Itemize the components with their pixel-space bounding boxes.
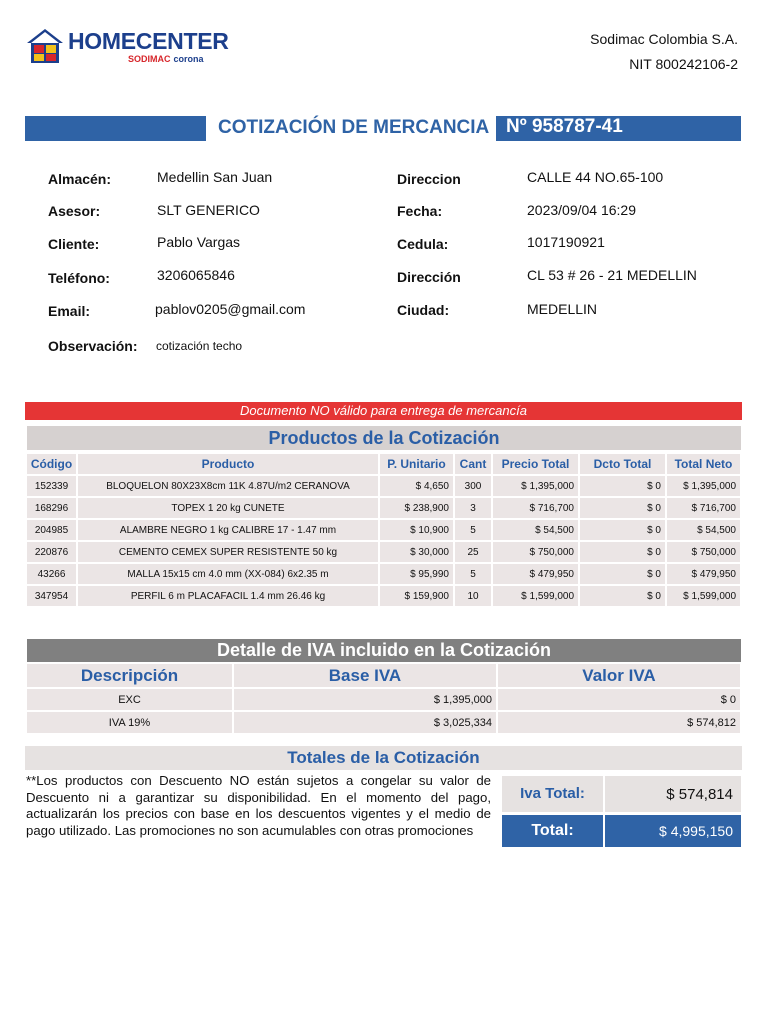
cell-valor-iva: $ 0 [498,689,740,710]
almacen-value: Medellin San Juan [157,169,273,185]
products-table [25,452,742,608]
cell-p-unitario: $ 30,000 [380,542,453,562]
email-value: pablov0205@gmail.com [155,301,306,317]
direccion2-label: Dirección [397,269,461,285]
table-row [27,712,740,733]
col-cant: Cant [455,454,491,474]
cedula-label: Cedula: [397,236,449,252]
cliente-value: Pablo Vargas [157,234,241,250]
cell-precio-total: $ 479,950 [493,564,578,584]
total-label: Total: [502,815,603,847]
cliente-label: Cliente: [48,236,100,252]
col-total-neto: Total Neto [667,454,740,474]
cell-producto: BLOQUELON 80X23X8cm 11K 4.87U/m2 CERANOVA [78,476,378,496]
totals-heading: Totales de la Cotización [25,746,742,770]
observacion-label: Observación: [48,338,138,354]
company-name: Sodimac Colombia S.A. [590,31,738,47]
cell-descripcion: IVA 19% [27,712,232,733]
table-row [27,586,740,606]
email-label: Email: [48,303,91,319]
cell-producto: TOPEX 1 20 kg CUNETE [78,498,378,518]
quote-number: Nº 958787-41 [506,116,623,137]
direccion-label: Direccion [397,171,461,187]
col-p-unitario: P. Unitario [380,454,453,474]
telefono-value: 3206065846 [157,267,235,283]
logo-brand-text: HOMECENTER [68,28,229,54]
cell-p-unitario: $ 10,900 [380,520,453,540]
iva-total-label: Iva Total: [502,776,603,812]
col-descripcion: Descripción [27,664,232,687]
cell-dcto-total: $ 0 [580,564,665,584]
cell-dcto-total: $ 0 [580,586,665,606]
cell-total-neto: $ 750,000 [667,542,740,562]
cell-precio-total: $ 1,599,000 [493,586,578,606]
cell-producto: MALLA 15x15 cm 4.0 mm (XX-084) 6x2.35 m [78,564,378,584]
products-header-row [27,454,740,474]
cell-dcto-total: $ 0 [580,498,665,518]
table-row [27,689,740,710]
company-info [590,27,738,77]
col-base-iva: Base IVA [234,664,496,687]
cell-cant: 5 [455,564,491,584]
homecenter-logo [26,26,229,68]
cell-total-neto: $ 1,599,000 [667,586,740,606]
discount-note: **Los productos con Descuento NO están sujetos a congelar su valor de Descuento ni a garantizar su disponibilidad. En el momento del pago, actualizarán los precios con base en los descuentos vigentes y el medio de pago utilizado. Las promociones no son acumulables con otras promociones [26,773,491,838]
cell-base-iva: $ 3,025,334 [234,712,496,733]
iva-total-value: $ 574,814 [605,776,741,812]
col-codigo: Código [27,454,76,474]
iva-header-row [27,664,740,687]
cell-descripcion: EXC [27,689,232,710]
logo-subtext: SODIMAC corona [128,54,204,64]
asesor-value: SLT GENERICO [157,202,260,218]
cell-precio-total: $ 54,500 [493,520,578,540]
cell-codigo: 220876 [27,542,76,562]
fecha-value: 2023/09/04 16:29 [527,202,636,218]
col-valor-iva: Valor IVA [498,664,740,687]
page-title: COTIZACIÓN DE MERCANCIA [218,117,490,138]
cell-producto: ALAMBRE NEGRO 1 kg CALIBRE 17 - 1.47 mm [78,520,378,540]
iva-table [25,662,742,735]
cell-precio-total: $ 1,395,000 [493,476,578,496]
cell-cant: 300 [455,476,491,496]
house-logo-icon [26,28,64,64]
cell-total-neto: $ 1,395,000 [667,476,740,496]
cell-codigo: 168296 [27,498,76,518]
iva-heading: Detalle de IVA incluido en la Cotización [27,639,741,662]
cell-total-neto: $ 54,500 [667,520,740,540]
cell-p-unitario: $ 159,900 [380,586,453,606]
col-precio-total: Precio Total [493,454,578,474]
cell-total-neto: $ 479,950 [667,564,740,584]
cell-base-iva: $ 1,395,000 [234,689,496,710]
cell-valor-iva: $ 574,812 [498,712,740,733]
cell-dcto-total: $ 0 [580,476,665,496]
cell-producto: CEMENTO CEMEX SUPER RESISTENTE 50 kg [78,542,378,562]
table-row [27,476,740,496]
cell-precio-total: $ 750,000 [493,542,578,562]
direccion-value: CALLE 44 NO.65-100 [527,169,664,185]
cell-codigo: 152339 [27,476,76,496]
almacen-label: Almacén: [48,171,112,187]
cell-dcto-total: $ 0 [580,520,665,540]
table-row [27,520,740,540]
fecha-label: Fecha: [397,203,443,219]
company-nit: NIT 800242106-2 [629,56,738,72]
cell-cant: 25 [455,542,491,562]
cell-p-unitario: $ 95,990 [380,564,453,584]
invalid-document-banner: Documento NO válido para entrega de mercancía [25,402,742,420]
ciudad-value: MEDELLIN [527,301,598,317]
total-value: $ 4,995,150 [605,815,741,847]
cedula-value: 1017190921 [527,234,605,250]
cell-cant: 10 [455,586,491,606]
col-producto: Producto [78,454,378,474]
cell-codigo: 204985 [27,520,76,540]
cell-p-unitario: $ 238,900 [380,498,453,518]
cell-codigo: 347954 [27,586,76,606]
cell-codigo: 43266 [27,564,76,584]
cell-cant: 3 [455,498,491,518]
cell-cant: 5 [455,520,491,540]
col-dcto-total: Dcto Total [580,454,665,474]
cell-precio-total: $ 716,700 [493,498,578,518]
table-row [27,542,740,562]
observacion-value: cotización techo [156,339,243,353]
products-heading: Productos de la Cotización [27,426,741,450]
table-row [27,498,740,518]
direccion2-value: CL 53 # 26 - 21 MEDELLIN [527,267,697,283]
cell-producto: PERFIL 6 m PLACAFACIL 1.4 mm 26.46 kg [78,586,378,606]
cell-total-neto: $ 716,700 [667,498,740,518]
telefono-label: Teléfono: [48,270,110,286]
asesor-label: Asesor: [48,203,101,219]
table-row [27,564,740,584]
cell-dcto-total: $ 0 [580,542,665,562]
ciudad-label: Ciudad: [397,302,450,318]
cell-p-unitario: $ 4,650 [380,476,453,496]
